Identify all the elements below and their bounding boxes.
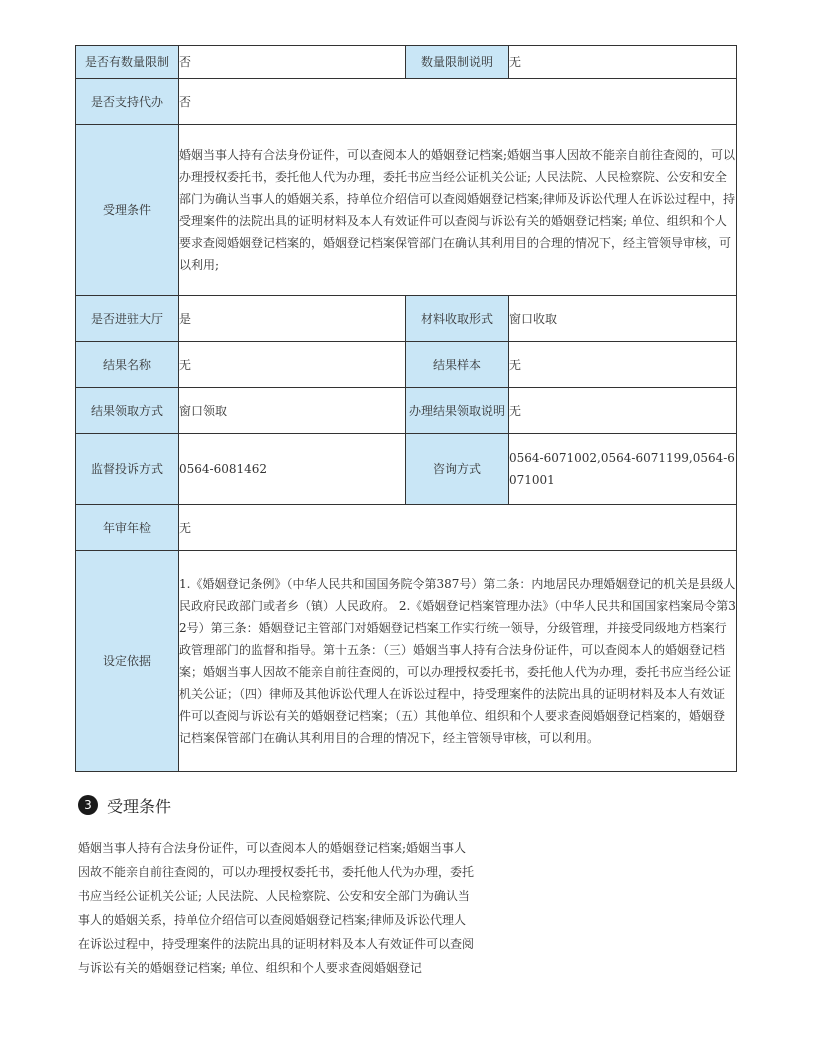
- quantity-limit-desc-label: 数量限制说明: [406, 46, 509, 79]
- quantity-limit-desc-value: 无: [509, 46, 737, 79]
- material-form-value: 窗口收取: [509, 296, 737, 342]
- conditions-label: 受理条件: [76, 125, 179, 296]
- quantity-limit-value: 否: [179, 46, 406, 79]
- annual-value: 无: [179, 505, 737, 551]
- service-info-table: [75, 45, 737, 772]
- section-body-text: 婚姻当事人持有合法身份证件，可以查阅本人的婚姻登记档案;婚姻当事人因故不能亲自前往查阅的，可以办理授权委托书，委托他人代为办理，委托书应当经公证机关公证; 人民法院、人民检察院、公安和安全部门为确认当事人的婚姻关系，持单位介绍信可以查阅婚姻登记档案;律师及诉讼代理人在诉讼过程中，持受理案件的法院出具的证明材料及本人有效证件可以查阅与诉讼有关的婚姻登记档案; 单位、组织和个人要求查阅婚姻登记: [78, 841, 475, 975]
- conditions-value: 婚姻当事人持有合法身份证件，可以查阅本人的婚姻登记档案;婚姻当事人因故不能亲自前往查阅的，可以办理授权委托书，委托他人代为办理，委托书应当经公证机关公证; 人民法院、人民检察院、公安和安全部门为确认当事人的婚姻关系，持单位介绍信可以查阅婚姻登记档案;律师及诉讼代理人在诉讼过程中，持受理案件的法院出具的证明材料及本人有效证件可以查阅与诉讼有关的婚姻登记档案; 单位、组织和个人要求查阅婚姻登记档案的，婚姻登记档案保管部门在确认其利用目的合理的情况下，经主管领导审核，可以利用;: [179, 125, 737, 296]
- table-row: [76, 79, 737, 125]
- complaint-label: 监督投诉方式: [76, 434, 179, 505]
- consult-label: 咨询方式: [406, 434, 509, 505]
- proxy-label: 是否支持代办: [76, 79, 179, 125]
- hall-label: 是否进驻大厅: [76, 296, 179, 342]
- annual-label: 年审年检: [76, 505, 179, 551]
- table-row: [76, 125, 737, 296]
- material-form-label: 材料收取形式: [406, 296, 509, 342]
- result-name-label: 结果名称: [76, 342, 179, 388]
- complaint-value: 0564-6081462: [179, 434, 406, 505]
- section-number-badge: 3: [78, 795, 98, 815]
- section-heading: [78, 793, 171, 817]
- quantity-limit-label: 是否有数量限制: [76, 46, 179, 79]
- result-method-label: 结果领取方式: [76, 388, 179, 434]
- result-desc-value: 无: [509, 388, 737, 434]
- table-row: [76, 434, 737, 505]
- table-row: [76, 551, 737, 772]
- hall-value: 是: [179, 296, 406, 342]
- table-row: [76, 46, 737, 79]
- result-method-value: 窗口领取: [179, 388, 406, 434]
- consult-value: 0564-6071002,0564-6071199,0564-6071001: [509, 434, 737, 505]
- table-row: [76, 388, 737, 434]
- result-sample-value: 无: [509, 342, 737, 388]
- table-row: [76, 296, 737, 342]
- result-sample-label: 结果样本: [406, 342, 509, 388]
- basis-value: 1.《婚姻登记条例》（中华人民共和国国务院令第387号）第二条：内地居民办理婚姻登记的机关是县级人民政府民政部门或者乡（镇）人民政府。 2.《婚姻登记档案管理办法》（中华人民共和国国家档案局令第32号）第三条：婚姻登记主管部门对婚姻登记档案工作实行统一领导，分级管理，并接受同级地方档案行政管理部门的监督和指导。第十五条：（三）婚姻当事人持有合法身份证件，可以查阅本人的婚姻登记档案；婚姻当事人因故不能亲自前往查阅的，可以办理授权委托书，委托他人代为办理，委托书应当经公证机关公证；（四）律师及其他诉讼代理人在诉讼过程中，持受理案件的法院出具的证明材料及本人有效证件可以查阅与诉讼有关的婚姻登记档案；（五）其他单位、组织和个人要求查阅婚姻登记档案的，婚姻登记档案保管部门在确认其利用目的合理的情况下，经主管领导审核，可以利用。: [179, 551, 737, 772]
- section-title: 受理条件: [107, 796, 172, 816]
- table-row: [76, 342, 737, 388]
- result-name-value: 无: [179, 342, 406, 388]
- table-row: [76, 505, 737, 551]
- result-desc-label: 办理结果领取说明: [406, 388, 509, 434]
- proxy-value: 否: [179, 79, 737, 125]
- basis-label: 设定依据: [76, 551, 179, 772]
